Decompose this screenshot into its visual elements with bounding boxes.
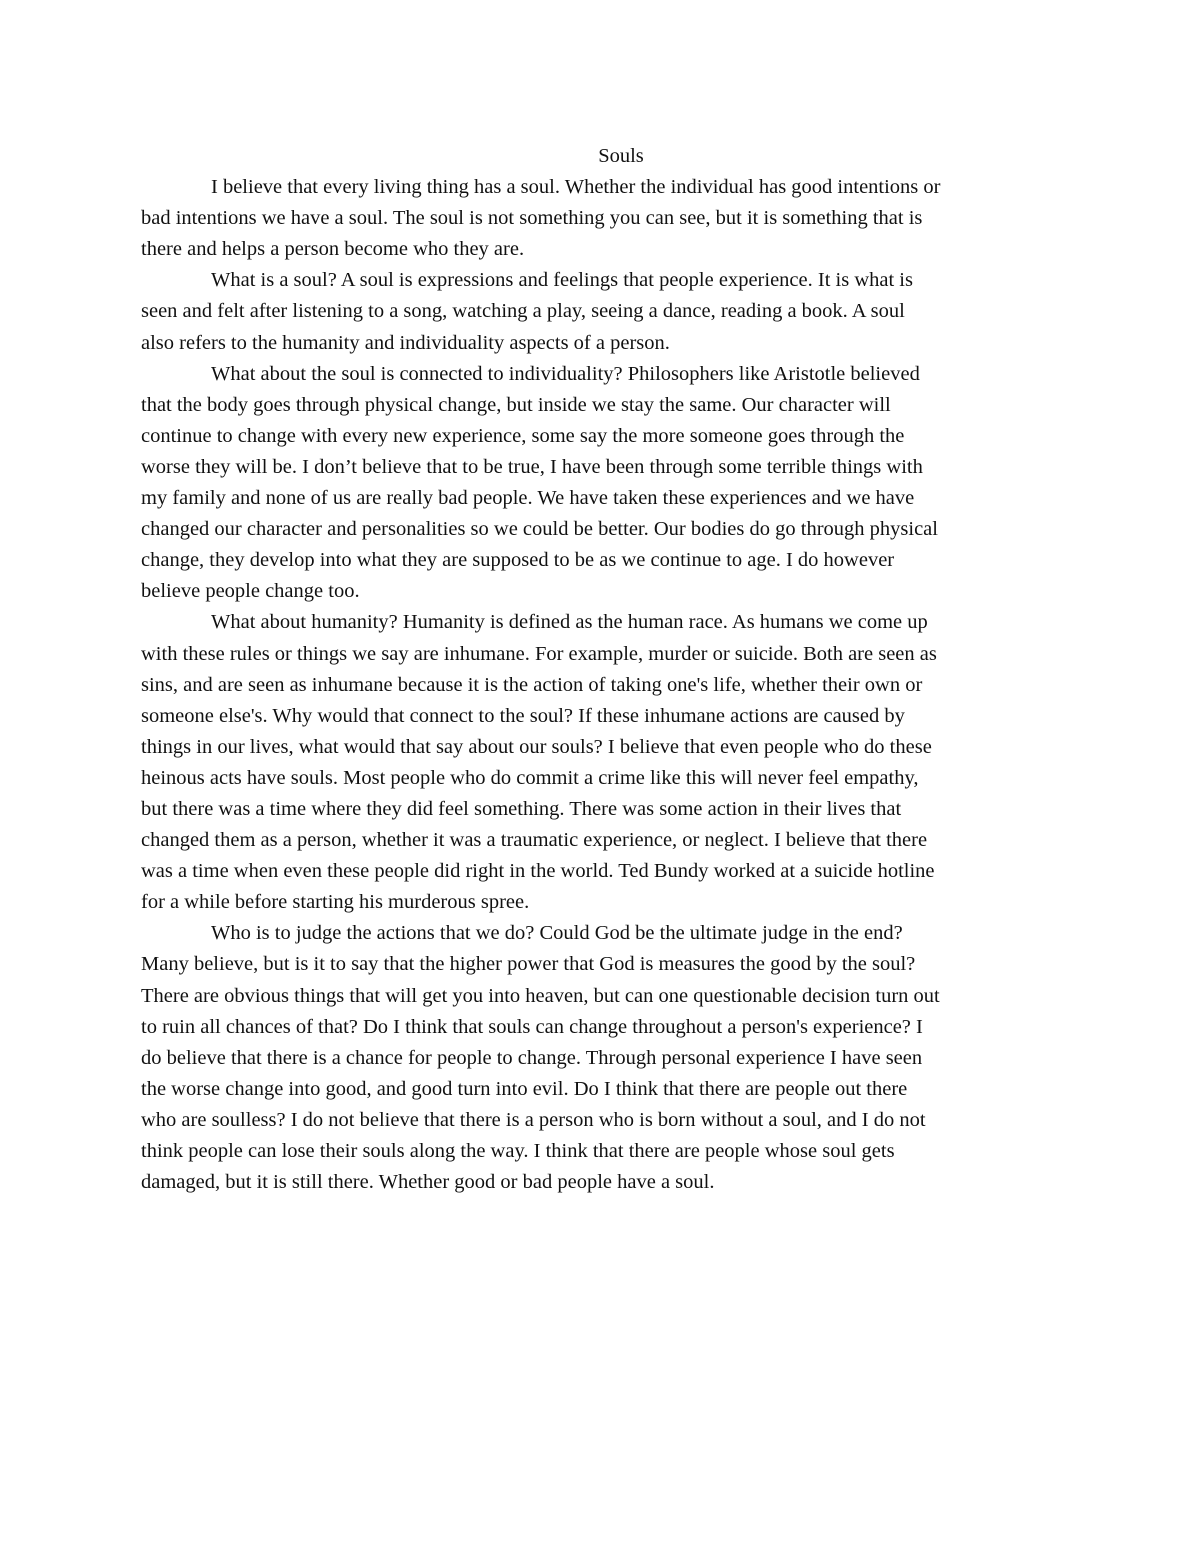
document-body — [141, 172, 1071, 1198]
paragraph — [141, 607, 1071, 918]
text-line: that the body goes through physical change, but inside we stay the same. Our character will — [141, 393, 891, 416]
paragraph — [141, 265, 1071, 358]
text-line: changed our character and personalities so we could be better. Our bodies do go through physical — [141, 518, 938, 541]
text-line: to ruin all chances of that? Do I think that souls can change throughout a person's experience? I — [141, 1015, 923, 1038]
paragraph — [141, 359, 1071, 608]
text-line: changed them as a person, whether it was a traumatic experience, or neglect. I believe that there — [141, 829, 928, 852]
text-line: but there was a time where they did feel something. There was some action in their lives that — [141, 797, 902, 820]
text-line: was a time when even these people did right in the world. Ted Bundy worked at a suicide hotline — [141, 860, 935, 883]
text-line: who are soulless? I do not believe that there is a person who is born without a soul, and I do not — [141, 1108, 926, 1131]
document-title: Souls — [598, 145, 644, 167]
text-line: think people can lose their souls along the way. I think that there are people whose soul gets — [141, 1140, 895, 1162]
paragraph — [141, 172, 1071, 265]
document-page — [141, 141, 1071, 1198]
text-line: things in our lives, what would that say about our souls? I believe that even people who do these — [141, 735, 932, 758]
text-line: worse they will be. I don’t believe that to be true, I have been through some terrible things with — [141, 455, 923, 478]
text-line: What about humanity? Humanity is defined as the human race. As humans we come up — [211, 611, 928, 634]
text-line: with these rules or things we say are inhumane. For example, murder or suicide. Both are seen as — [141, 642, 937, 665]
text-line: there and helps a person become who they are. — [141, 238, 525, 261]
text-line: There are obvious things that will get you into heaven, but can one questionable decision turn out — [141, 984, 940, 1007]
text-line: do believe that there is a chance for people to change. Through personal experience I have seen — [141, 1046, 923, 1069]
text-line: Many believe, but is it to say that the higher power that God is measures the good by the soul? — [141, 953, 916, 976]
text-line: change, they develop into what they are supposed to be as we continue to age. I do however — [141, 549, 895, 572]
text-line: seen and felt after listening to a song, watching a play, seeing a dance, reading a book. A soul — [141, 300, 905, 323]
text-line: Who is to judge the actions that we do? Could God be the ultimate judge in the end? — [211, 922, 903, 945]
text-line: What is a soul? A soul is expressions and feelings that people experience. It is what is — [211, 269, 913, 292]
text-line: for a while before starting his murderous spree. — [141, 891, 530, 914]
text-line: the worse change into good, and good turn into evil. Do I think that there are people out there — [141, 1077, 908, 1100]
text-line: continue to change with every new experience, some say the more someone goes through the — [141, 424, 905, 447]
text-line: heinous acts have souls. Most people who do commit a crime like this will never feel empathy, — [141, 766, 919, 789]
text-line: my family and none of us are really bad people. We have taken these experiences and we have — [141, 487, 915, 510]
text-line: damaged, but it is still there. Whether good or bad people have a soul. — [141, 1171, 715, 1194]
text-line: believe people change too. — [141, 580, 360, 603]
text-line: also refers to the humanity and individuality aspects of a person. — [141, 331, 670, 354]
text-line: I believe that every living thing has a soul. Whether the individual has good intentions or — [211, 176, 941, 199]
paragraph — [141, 918, 1071, 1198]
text-line: What about the soul is connected to individuality? Philosophers like Aristotle believed — [211, 362, 920, 385]
text-line: someone else's. Why would that connect to the soul? If these inhumane actions are caused by — [141, 704, 905, 727]
text-line: sins, and are seen as inhumane because it is the action of taking one's life, whether their own or — [141, 673, 923, 696]
text-line: bad intentions we have a soul. The soul is not something you can see, but it is something that is — [141, 207, 923, 230]
